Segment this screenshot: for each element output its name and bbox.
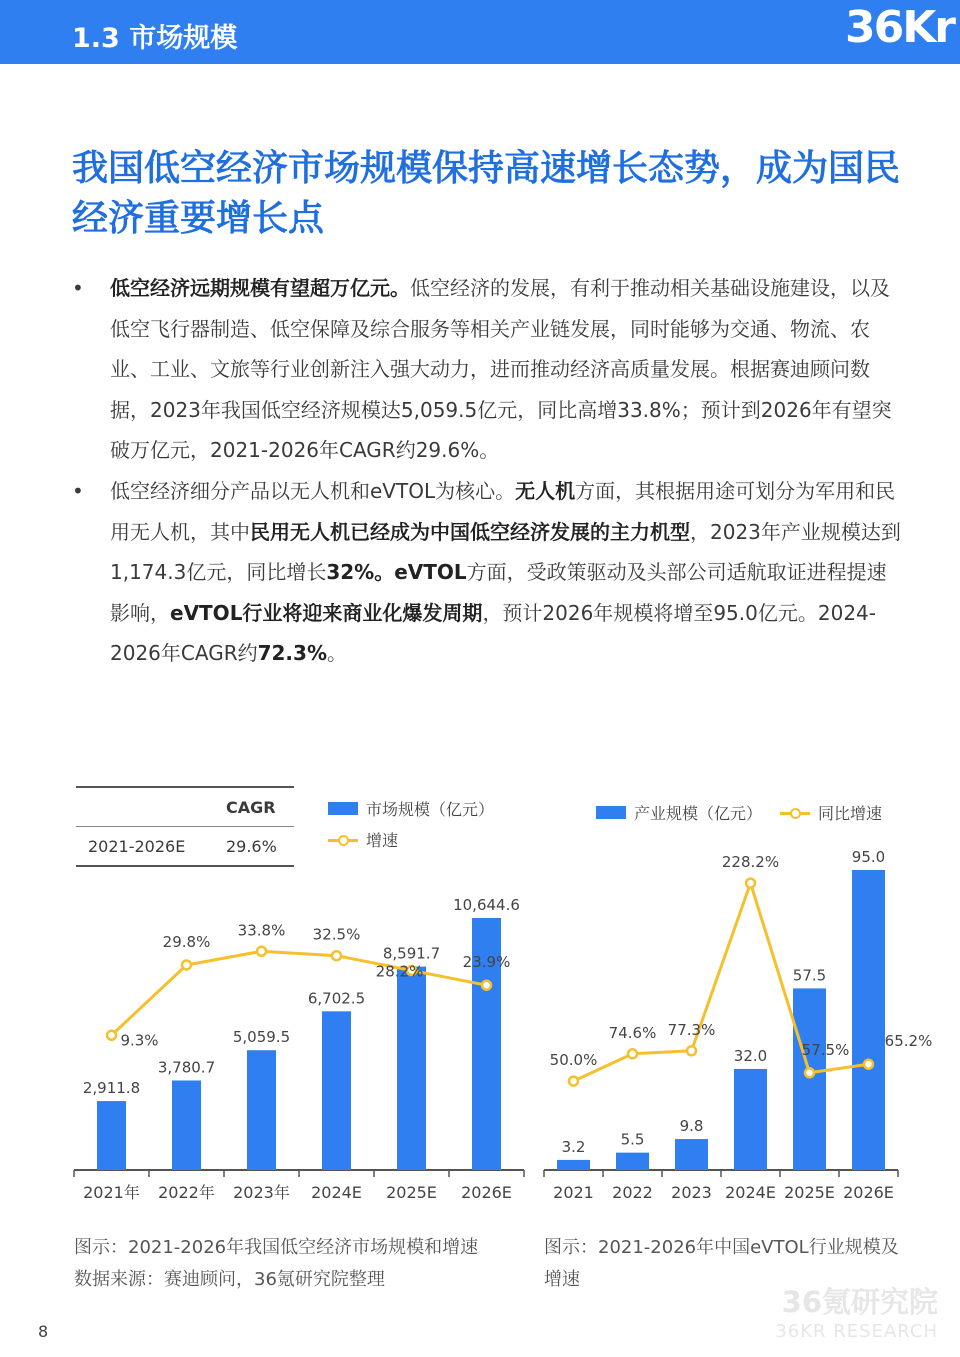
bar <box>397 967 426 1170</box>
bar-value-label: 32.0 <box>733 1046 768 1065</box>
market-size-chart <box>66 860 526 1210</box>
bar <box>852 870 885 1170</box>
growth-value-label: 57.5% <box>801 1040 850 1059</box>
legend-label: 增速 <box>366 831 399 850</box>
legend-label: 市场规模（亿元） <box>366 800 495 819</box>
x-tick-label: 2021 <box>553 1183 594 1202</box>
bullet-text: 低空经济的发展，有利于推动相关基础设施建设，以及低空飞行器制造、低空保障及综合服务等相关产业链发展，同时能够为交通、物流、农业、工业、文旅等行业创新注入强大动力，进而推动经济高质量发展。根据赛迪顾问数据，2023年我国低空经济规模达5,059.5亿元，同比高增33.8%；预计到2026年有望突破万亿元，2021-2026年CAGR约29.6%。 <box>110 276 892 463</box>
legend-bar-swatch <box>596 806 626 819</box>
growth-point <box>569 1077 578 1086</box>
x-tick-label: 2021年 <box>83 1183 140 1202</box>
bullet-dot: • <box>72 478 84 503</box>
page-number: 8 <box>38 1322 49 1341</box>
x-tick-label: 2024E <box>725 1183 776 1202</box>
bullet-text: 。 <box>326 641 347 666</box>
legend-line-swatch <box>328 833 358 846</box>
growth-value-label: 33.8% <box>237 921 286 940</box>
bullet-text: 低空经济细分产品以无人机和eVTOL为核心。 <box>110 478 516 503</box>
bar <box>97 1101 126 1170</box>
bar <box>734 1069 767 1170</box>
watermark-subtitle: 36KR RESEARCH <box>775 1321 938 1342</box>
bar-value-label: 5.5 <box>620 1130 645 1149</box>
bullet-item <box>72 268 902 471</box>
growth-point <box>257 947 266 956</box>
legend-line-swatch <box>780 806 810 819</box>
bar-value-label: 95.0 <box>851 848 886 866</box>
x-tick-label: 2024E <box>311 1183 362 1202</box>
legend-label: 同比增速 <box>818 804 883 823</box>
legend-item <box>328 828 398 851</box>
bar <box>172 1080 201 1170</box>
bar <box>793 988 826 1170</box>
watermark-title: 36氪研究院 <box>781 1285 938 1319</box>
source-text: 数据来源：赛迪顾问，36氪研究院整理 <box>74 1269 385 1290</box>
x-tick-label: 2022 <box>612 1183 653 1202</box>
bar-value-label: 57.5 <box>792 966 827 985</box>
bar <box>616 1153 649 1170</box>
growth-value-label: 9.3% <box>120 1031 159 1050</box>
growth-point <box>482 981 491 990</box>
growth-point <box>182 960 191 969</box>
cagr-header: CAGR <box>225 797 276 817</box>
bullet-text: ，2023年产业规模达到1,174.3亿元，同比增长 <box>110 519 901 585</box>
bar-value-label: 6,702.5 <box>307 989 366 1008</box>
caption-text: 图示：2021-2026年中国eVTOL行业规模及增速 <box>544 1237 899 1290</box>
growth-value-label: 228.2% <box>721 853 780 872</box>
legend-bar-swatch <box>328 802 358 815</box>
section-title: 1.3 市场规模 <box>72 23 238 54</box>
x-tick-label: 2023 <box>671 1183 712 1202</box>
bar-value-label: 9.8 <box>679 1117 704 1136</box>
bar-value-label: 5,059.5 <box>232 1028 291 1047</box>
bullet-list <box>72 268 902 674</box>
watermark <box>775 1280 938 1342</box>
growth-value-label: 29.8% <box>162 932 211 951</box>
bar-value-label: 8,591.7 <box>382 944 441 963</box>
caption-text: 图示：2021-2026年我国低空经济市场规模和增速 <box>74 1237 479 1258</box>
growth-value-label: 28.2% <box>375 962 424 981</box>
evtol-chart <box>536 830 946 1210</box>
table-header-row <box>76 788 294 826</box>
growth-value-label: 74.6% <box>608 1023 657 1042</box>
growth-point <box>687 1046 696 1055</box>
bar <box>247 1050 276 1170</box>
x-tick-label: 2022年 <box>158 1183 215 1202</box>
legend-item <box>328 797 494 820</box>
bar <box>322 1011 351 1170</box>
bullet-text: ，预计2026年规模将增至95.0亿元。2024-2026年CAGR约 <box>110 600 876 666</box>
growth-line <box>112 951 487 1035</box>
growth-point <box>746 879 755 888</box>
bullet-bold: 无人机 <box>515 478 576 503</box>
growth-value-label: 65.2% <box>884 1032 933 1051</box>
growth-value-label: 23.9% <box>462 953 511 972</box>
bar-value-label: 2,911.8 <box>82 1079 141 1098</box>
x-tick-label: 2023年 <box>233 1183 290 1202</box>
growth-point <box>332 951 341 960</box>
x-tick-label: 2025E <box>784 1183 835 1202</box>
legend-item <box>780 801 882 824</box>
bullet-text: 方面，受政策驱动及头部公司适航取证进程提速影响， <box>110 560 887 625</box>
brand-logo: 36Kr <box>844 2 954 53</box>
market-size-chart-svg <box>66 860 526 1210</box>
chart-caption <box>74 1232 478 1296</box>
header-bar <box>0 0 960 64</box>
bullet-dot: • <box>72 276 84 300</box>
bar <box>557 1160 590 1170</box>
x-tick-label: 2025E <box>386 1183 437 1202</box>
cagr-value: 29.6% <box>225 836 277 856</box>
growth-point <box>107 1031 116 1040</box>
page-headline: 我国低空经济市场规模保持高速增长态势，成为国民经济重要增长点 <box>72 148 901 239</box>
growth-value-label: 77.3% <box>667 1020 716 1039</box>
bullet-item <box>72 471 902 674</box>
x-tick-label: 2026E <box>461 1183 512 1202</box>
bar <box>675 1139 708 1170</box>
x-tick-label: 2026E <box>843 1183 894 1202</box>
bar-value-label: 10,644.6 <box>453 896 520 914</box>
growth-point <box>628 1049 637 1058</box>
legend-label: 产业规模（亿元） <box>634 804 763 823</box>
bar-value-label: 3.2 <box>561 1137 586 1156</box>
growth-point <box>864 1060 873 1069</box>
bullet-text: 方面，其根据用途可划分为军用和民用无人机，其中 <box>110 478 896 544</box>
bullet-bold: 低空经济远期规模有望超万亿元。 <box>110 276 410 300</box>
legend-item <box>596 801 762 824</box>
bar-value-label: 3,780.7 <box>157 1058 216 1077</box>
bullet-bold: eVTOL行业将迎来商业化爆发周期 <box>170 600 483 625</box>
growth-value-label: 50.0% <box>549 1051 598 1070</box>
cagr-period: 2021-2026E <box>88 836 186 856</box>
evtol-chart-svg <box>536 830 946 1210</box>
growth-point <box>805 1068 814 1077</box>
growth-value-label: 32.5% <box>312 925 361 944</box>
bullet-bold: 72.3% <box>257 641 327 666</box>
cagr-table <box>76 786 294 867</box>
bullet-bold: 民用无人机已经成为中国低空经济发展的主力机型 <box>250 519 690 544</box>
bullet-bold: 32%。eVTOL <box>326 560 467 585</box>
